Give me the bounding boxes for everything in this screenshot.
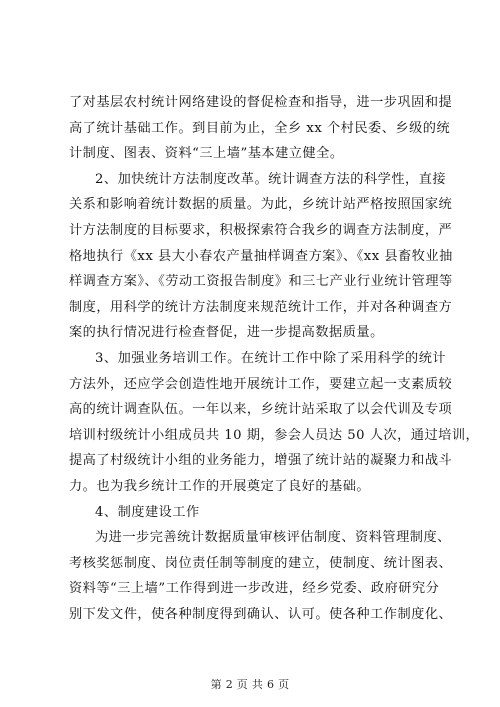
text-line: 4、制度建设工作 xyxy=(95,504,200,520)
text-line: 了对基层农村统计网络建设的督促检查和指导，进一步巩固和提 xyxy=(69,95,453,110)
text-line: 关系和影响着统计数据的质量。为此，乡统计站严格按照国家统 xyxy=(69,197,453,213)
text-line: 方法外，还应学会创造性地开展统计工作，要建立起一支素质较 xyxy=(69,376,453,392)
document-body xyxy=(69,90,480,627)
text-line: 2、加快统计方法制度改革。统计调查方法的科学性，直接 xyxy=(95,171,447,187)
text-line: 考核奖惩制度、岗位责任制等制度的建立，使制度、统计图表、 xyxy=(69,555,453,571)
text-line: 3、加强业务培训工作。在统计工作中除了采用科学的统计 xyxy=(95,350,447,366)
text-line: 计方法制度的目标要求，积极探索符合我乡的调查方法制度，严 xyxy=(69,222,453,238)
text-line: 提高了村级统计小组的业务能力，增强了统计站的凝聚力和战斗 xyxy=(69,453,453,469)
text-line: 培训村级统计小组成员共 10 期，参会人员达 50 人次，通过培训， xyxy=(69,427,480,443)
text-line: 资料等“三上墙”工作得到进一步改进，经乡党委、政府研究分 xyxy=(69,581,440,597)
text-line: 高的统计调查队伍。一年以来，乡统计站采取了以会代训及专项 xyxy=(69,402,453,418)
text-line: 样调查方案》、《劳动工资报告制度》和三七产业行业统计管理等 xyxy=(69,274,453,290)
text-line: 案的执行情况进行检查督促，进一步提高数据质量。 xyxy=(69,325,384,341)
text-line: 高了统计基础工作。到目前为止，全乡 xx 个村民委、乡级的统 xyxy=(69,120,451,136)
text-line: 别下发文件，使各种制度得到确认、认可。使各种工作制度化、 xyxy=(69,606,453,622)
text-line: 力。也为我乡统计工作的开展奠定了良好的基础。 xyxy=(69,478,371,494)
text-line: 格地执行《xx 县大小春农产量抽样调查方案》、《xx 县畜牧业抽 xyxy=(69,248,453,264)
text-line: 制度，用科学的统计方法制度来规范统计工作，并对各种调查方 xyxy=(69,299,453,315)
text-line: 为进一步完善统计数据质量审核评估制度、资料管理制度、 xyxy=(95,530,451,546)
page-footer: 第 2 页 共 6 页 xyxy=(210,678,290,691)
text-line: 计制度、图表、资料“三上墙”基本建立健全。 xyxy=(69,146,344,162)
